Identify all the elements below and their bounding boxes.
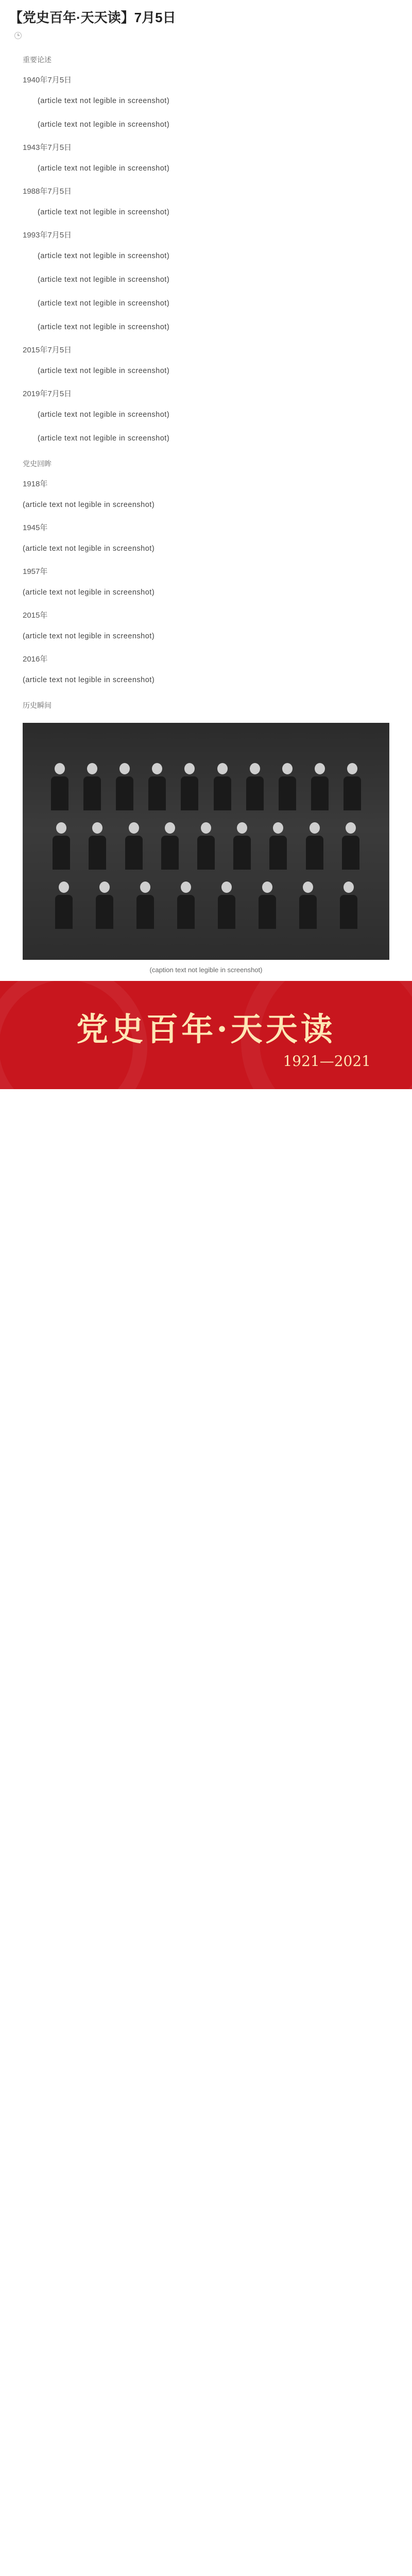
person-figure <box>161 822 179 870</box>
photo-people-rows <box>43 759 369 929</box>
banner-title: 党史百年·天天读 <box>76 1010 336 1048</box>
event-year: 1945年 <box>23 523 48 532</box>
photo-caption: (caption text not legible in screenshot) <box>149 965 263 974</box>
person-figure <box>96 882 113 929</box>
event-year: 1957年 <box>23 567 48 576</box>
person-figure <box>311 763 329 810</box>
paragraph: (article text not legible in screenshot) <box>38 299 170 308</box>
paragraph: (article text not legible in screenshot) <box>38 275 170 284</box>
person-figure <box>181 763 198 810</box>
clock-icon <box>14 32 22 39</box>
event-1957 <box>23 566 389 600</box>
photo-row <box>43 818 369 870</box>
paragraph: (article text not legible in screenshot) <box>38 410 170 419</box>
person-figure <box>116 763 133 810</box>
paragraph: (article text not legible in screenshot) <box>38 96 170 105</box>
event-1918 <box>23 478 389 513</box>
photo-row <box>43 759 369 811</box>
event-text: (article text not legible in screenshot) <box>23 500 155 509</box>
person-figure <box>177 882 195 929</box>
person-figure <box>306 822 323 870</box>
section-year: 1988年7月5日 <box>23 187 72 196</box>
event-year: 2015年 <box>23 611 48 620</box>
person-figure <box>89 822 106 870</box>
section-2015 <box>23 344 389 379</box>
person-figure <box>197 822 215 870</box>
event-2016 <box>23 653 389 688</box>
paragraph: (article text not legible in screenshot) <box>38 251 170 260</box>
event-text: (article text not legible in screenshot) <box>23 544 155 553</box>
person-figure <box>344 763 361 810</box>
paragraph: (article text not legible in screenshot) <box>38 366 170 375</box>
event-text: (article text not legible in screenshot) <box>23 632 155 640</box>
person-figure <box>218 882 235 929</box>
events-label: 党史回眸 <box>23 459 52 468</box>
section-1940 <box>23 74 389 132</box>
paragraph: (article text not legible in screenshot) <box>38 208 170 216</box>
person-figure <box>83 763 101 810</box>
person-figure <box>342 822 359 870</box>
section-1993 <box>23 229 389 335</box>
person-figure <box>340 882 357 929</box>
article-meta <box>9 32 403 39</box>
section-year: 2019年7月5日 <box>23 389 72 398</box>
article-body <box>23 55 389 974</box>
person-figure <box>279 763 296 810</box>
historical-group-photo <box>23 723 389 960</box>
person-figure <box>148 763 166 810</box>
history-photo-label: 历史瞬间 <box>23 701 52 709</box>
article-title: 【党史百年·天天读】7月5日 <box>9 10 176 25</box>
person-figure <box>51 763 68 810</box>
paragraph: (article text not legible in screenshot) <box>38 323 170 331</box>
section-year: 1940年7月5日 <box>23 75 72 84</box>
event-year: 1918年 <box>23 479 48 488</box>
person-figure <box>136 882 154 929</box>
section-year: 1943年7月5日 <box>23 143 72 152</box>
article-page <box>0 9 412 2576</box>
event-text: (article text not legible in screenshot) <box>23 588 155 597</box>
person-figure <box>125 822 143 870</box>
person-figure <box>55 882 73 929</box>
footer-banner <box>0 981 412 1089</box>
person-figure <box>53 822 70 870</box>
section-year: 2015年7月5日 <box>23 345 72 354</box>
intro-label: 重要论述 <box>23 55 52 64</box>
section-1988 <box>23 185 389 220</box>
section-1943 <box>23 142 389 176</box>
photo-row <box>43 877 369 929</box>
person-figure <box>246 763 264 810</box>
person-figure <box>299 882 317 929</box>
person-figure <box>259 882 276 929</box>
person-figure <box>233 822 251 870</box>
section-year: 1993年7月5日 <box>23 230 72 240</box>
banner-years: 1921—2021 <box>283 1052 371 1070</box>
event-2015 <box>23 609 389 644</box>
section-2019 <box>23 388 389 446</box>
person-figure <box>214 763 231 810</box>
paragraph: (article text not legible in screenshot) <box>38 120 170 129</box>
event-1945 <box>23 522 389 556</box>
person-figure <box>269 822 287 870</box>
paragraph: (article text not legible in screenshot) <box>38 434 170 443</box>
event-year: 2016年 <box>23 654 48 664</box>
event-text: (article text not legible in screenshot) <box>23 675 155 684</box>
paragraph: (article text not legible in screenshot) <box>38 164 170 173</box>
